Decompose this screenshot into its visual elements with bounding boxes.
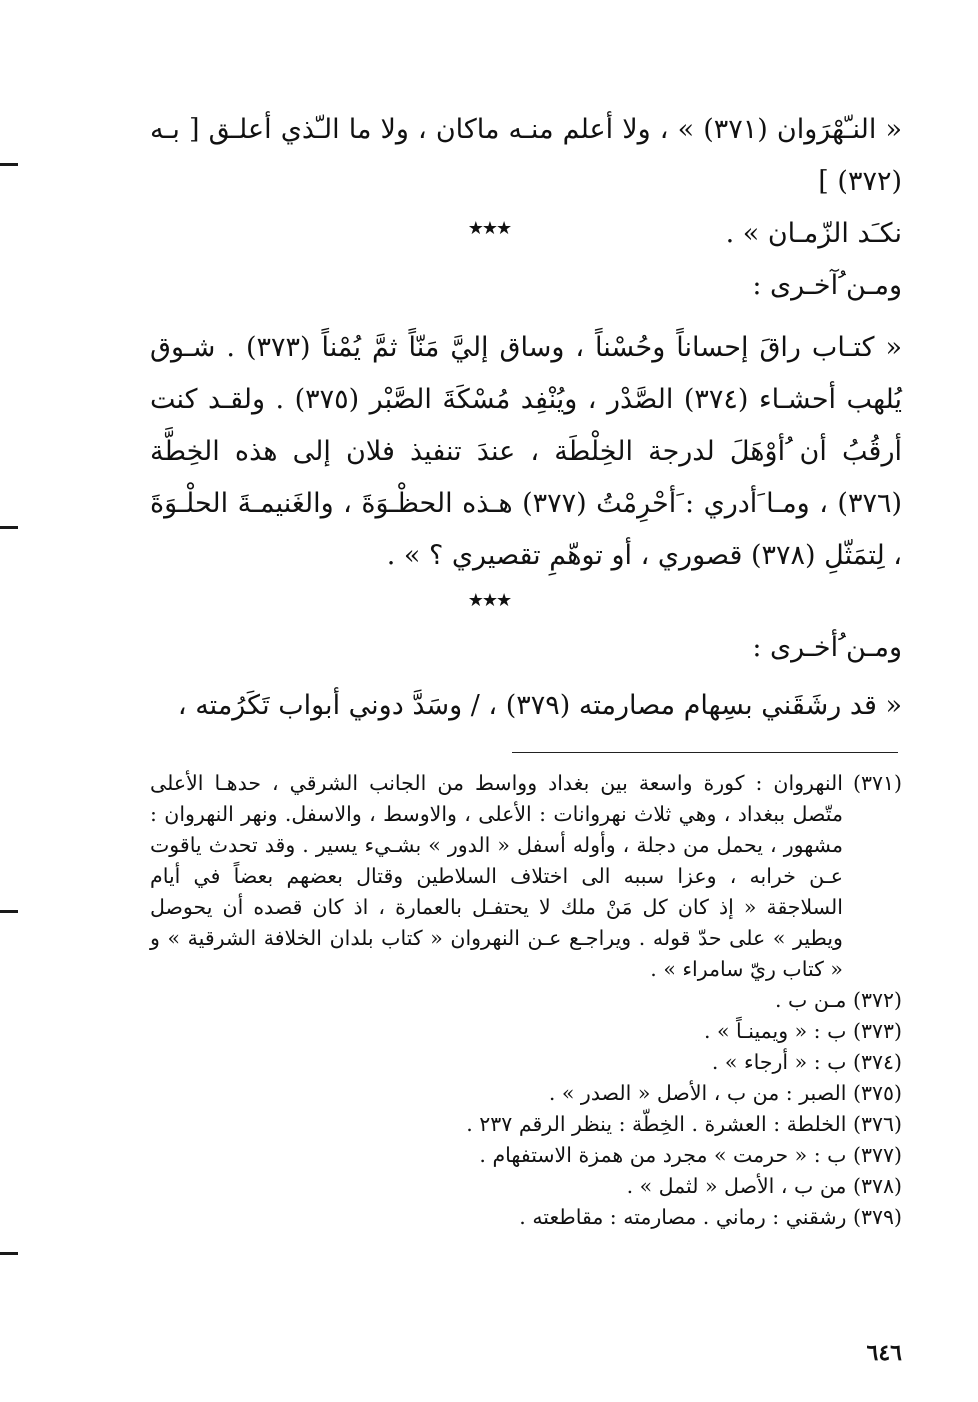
section-heading: ومـن ُأخـرى : [752,632,902,663]
footnote-text: ب : « أرجاء » . [711,1050,847,1074]
passage-line: « النـّهْرَوان (٣٧١) » ، ولا أعلم منـه ماكان ، ولا ما الـّذي أعلـق [ بـه (٣٧٢) ] [150,114,903,197]
footnote-number: (٣٧١) [852,771,902,795]
section-heading: ومـن ُآخـرى : [752,270,902,301]
footnote-number: (٣٧٥) [852,1081,902,1105]
footnotes [150,768,902,1233]
footnote-number: (٣٧٩) [852,1205,902,1229]
letter-text [150,322,902,582]
footnote-377 [150,1140,902,1171]
footnote-371 [150,768,902,985]
footnote-372 [150,985,902,1016]
footnote-divider [512,752,898,753]
footnote-text: النهروان : كورة واسعة بين بغداد وواسط من الجانب الشرقي ، حدهـا الأعلى متّصل ببغداد ، وهي ثلاث نهروانات : الأعلى ، والاوسط ، والاسفل. ونهر النهروان : مشهور ، يحمل من دجلة ، وأوله أسفل « الدور » بشـيء يسير . وقد تحدث ياقوت عـن خرابه ، وعزا سببه الى اختلاف السلاطين وقتال بعضهم بعضاً في أيام السلاجقة « إذ كان كل مَنْ ملك لا يحتفـل بالعمارة ، اذ كان قصده أن يحوصل ويطير » على حدّ قوله . ويراجـع عـن النهروان « كتاب بلدان الخلافة الشرقية » و « كتاب ريّ سامراء » . [150,771,843,981]
footnote-number: (٣٧٢) [852,988,902,1012]
footnote-376 [150,1109,902,1140]
section-separator: ★★★ [467,218,511,239]
footnote-text: رشقني : رماني . مصارمته : مقاطعته . [519,1205,847,1229]
footnote-text: الصبر : من ب ، الأصل « الصدر » . [548,1081,847,1105]
footnote-379 [150,1202,902,1233]
section-separator: ★★★ [467,590,511,611]
footnote-number: (٣٧٨) [852,1174,902,1198]
footnote-number: (٣٧٤) [852,1050,902,1074]
footnote-text: ب : « حرمت » مجرد من همزة الاستفهام . [479,1143,847,1167]
footnote-number: (٣٧٣) [852,1019,902,1043]
footnote-text: ب : « ويمينـاً » . [703,1019,847,1043]
footnote-text: مـن ب . [774,988,847,1012]
letter-text [150,680,902,732]
footnote-text: الخلطة : العشرة . الخِطّة : ينظر الرقم ٢٣٧ . [466,1112,847,1136]
footnote-375 [150,1078,902,1109]
scan-margin-mark [0,163,18,166]
scan-margin-mark [0,1252,18,1255]
footnote-text: من ب ، الأصل « لثمل » . [626,1174,847,1198]
passage-line: نكـَد الزّمـان » . [725,218,902,249]
page-number: ٦٤٦ [866,1340,902,1366]
scan-margin-mark [0,526,18,529]
letter-paragraph: « قد رشَقَني بسِهام مصارمته (٣٧٩) ، / وسَدَّ دوني أبواب تَكَرُمته ، [177,690,902,721]
scan-margin-mark [0,910,18,913]
letter-paragraph: « كتـاب راقَ إحساناً وحُسْناً ، وساق إليَّ مَنّاً ثمَّ يُمْناً (٣٧٣) . شـوق يُلهب أحشـاء (٣٧٤) الصَّدْر ، ويُنْفِد مُسْكَةَ الصَّبْر (٣٧٥) . ولقـد كنت أرقُبُ أن ُأوْهَلَ لدرجة الخِلْطَة ، عندَ تنفيذ فلان إلى هذه الخِطَّة (٣٧٦) ، ومـا َأدري : َأحْرِمْتُ (٣٧٧) هـذه الحظْـوَةَ ، والغَنيمـةَ الحلْـوَةَ ، لِتمَثّلِ (٣٧٨) قصوري ، أو توهّمِ تقصيري ؟ » . [150,332,902,571]
footnote-number: (٣٧٧) [852,1143,902,1167]
footnote-374 [150,1047,902,1078]
footnote-373 [150,1016,902,1047]
footnote-number: (٣٧٦) [852,1112,902,1136]
footnote-378 [150,1171,902,1202]
